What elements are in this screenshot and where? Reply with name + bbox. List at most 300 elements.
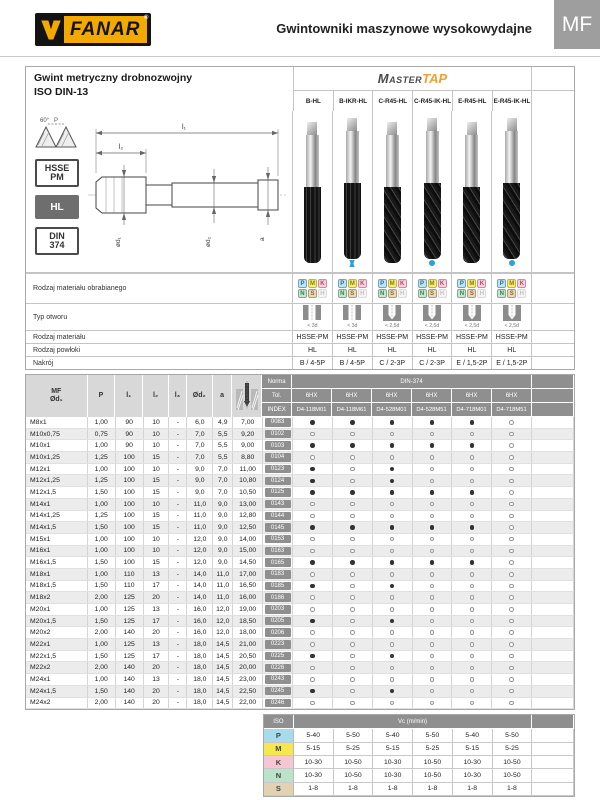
l3-cell: - — [169, 604, 187, 615]
d2-cell: 6,0 — [187, 417, 213, 428]
blind-hole-icon — [382, 305, 402, 329]
availability-cell — [413, 639, 453, 650]
availability-dot-open — [390, 701, 395, 706]
availability-dot-open — [350, 642, 355, 647]
tap-fluted-body — [304, 187, 321, 263]
availability-cell — [452, 698, 492, 709]
availability-cell — [293, 674, 333, 685]
availability-cell — [293, 417, 333, 428]
iso-chip-m: M — [429, 280, 435, 287]
availability-dot-open — [509, 490, 514, 495]
blank-cell — [532, 331, 574, 343]
hole-type-cell — [333, 304, 373, 330]
vc-iso-label-s: S — [264, 783, 294, 796]
drill-diameter-cell: 15,00 — [233, 546, 263, 557]
coating-value: HL — [293, 344, 333, 356]
drill-diameter-cell: 7,00 — [233, 417, 263, 428]
vc-value: 10-30 — [373, 769, 413, 782]
availability-cell — [452, 592, 492, 603]
availability-dot-filled — [470, 560, 475, 565]
availability-cell — [413, 546, 453, 557]
l3-cell: - — [169, 686, 187, 697]
iso-chip-p: P — [378, 279, 387, 288]
index-badge: 0083 — [265, 418, 291, 427]
availability-dot-open — [430, 479, 435, 484]
hole-depth-label: < 3d — [347, 323, 358, 329]
table-row — [26, 674, 574, 686]
pitch-cell: 1,00 — [88, 546, 116, 557]
tool-material-value: HSSE-PM — [373, 331, 413, 343]
table-row — [26, 522, 574, 534]
iso-chip-s: S — [467, 289, 476, 298]
availability-cell — [293, 604, 333, 615]
a-cell: 12,0 — [213, 604, 233, 615]
availability-cell — [373, 651, 413, 662]
table-row — [26, 616, 574, 628]
col-header-a: a — [213, 375, 233, 417]
availability-dot-open — [509, 701, 514, 706]
hole-type-cell — [413, 304, 453, 330]
availability-cell — [452, 686, 492, 697]
availability-cell — [492, 429, 532, 440]
blank-cell — [532, 743, 574, 756]
l3-cell: - — [169, 581, 187, 592]
index-badge: 0145 — [265, 523, 291, 532]
availability-cell — [333, 417, 373, 428]
d2-cell: 7,0 — [187, 429, 213, 440]
a-cell: 14,5 — [213, 651, 233, 662]
availability-dot-open — [350, 467, 355, 472]
blank-cell — [532, 616, 574, 627]
tap-image-c-r45-hl — [384, 122, 401, 263]
iso-chip-n: N — [497, 289, 506, 298]
tool-material-value: HSSE-PM — [413, 331, 453, 343]
availability-cell — [413, 604, 453, 615]
thread-size-cell: M24x1 — [26, 674, 88, 685]
pitch-cell: 1,00 — [88, 464, 116, 475]
col-header-l1: l₁ — [115, 375, 143, 417]
index-badge: 0185 — [265, 582, 291, 591]
pitch-cell: 2,00 — [88, 627, 116, 638]
availability-cell — [413, 534, 453, 545]
index-cell — [263, 511, 293, 522]
product-column-name: C-R45-IK-HL — [413, 91, 453, 111]
l2-cell: 13 — [144, 604, 170, 615]
availability-cell — [492, 674, 532, 685]
coolant-axial-icon — [509, 260, 515, 266]
thread-size-cell: M16x1 — [26, 546, 88, 557]
availability-dot-filled — [390, 443, 395, 448]
col-header-d2: Ød₂ — [187, 375, 213, 417]
vc-value: 5-15 — [373, 743, 413, 756]
l1-cell: 140 — [116, 698, 144, 709]
availability-cell — [293, 440, 333, 451]
availability-cell — [333, 511, 373, 522]
availability-cell — [293, 452, 333, 463]
availability-dot-open — [509, 677, 514, 682]
availability-dot-open — [390, 677, 395, 682]
availability-dot-open — [350, 514, 355, 519]
a-cell: 11,0 — [213, 569, 233, 580]
tap-shank — [306, 135, 319, 187]
drill-diameter-cell: 12,50 — [233, 522, 263, 533]
availability-dot-open — [350, 701, 355, 706]
thread-size-cell: M10x1,25 — [26, 452, 88, 463]
workpiece-chips-cell — [492, 274, 532, 303]
d2-dim-label: ød₂ — [205, 236, 212, 247]
availability-dot-open — [390, 607, 395, 612]
table-row — [26, 581, 574, 593]
availability-cell — [413, 522, 453, 533]
l1-cell: 90 — [116, 417, 144, 428]
blank-cell — [532, 487, 574, 498]
availability-dot-open — [310, 701, 315, 706]
availability-dot-filled — [470, 490, 475, 495]
availability-cell — [333, 452, 373, 463]
d2-cell: 14,0 — [187, 592, 213, 603]
availability-dot-filled — [310, 619, 315, 624]
table-row — [26, 417, 574, 429]
thread-size-cell: M12x1 — [26, 464, 88, 475]
thread-size-cell: M16x1,5 — [26, 557, 88, 568]
availability-dot-open — [509, 514, 514, 519]
table-row — [26, 475, 574, 487]
l2-cell: 15 — [144, 557, 170, 568]
pitch-cell: 1,50 — [88, 581, 116, 592]
fanar-wordmark — [64, 15, 150, 43]
drill-diameter-cell: 9,20 — [233, 429, 263, 440]
availability-cell — [373, 499, 413, 510]
availability-dot-open — [509, 479, 514, 484]
availability-dot-open — [430, 572, 435, 577]
vc-value: 10-50 — [334, 769, 374, 782]
l2-cell: 10 — [144, 499, 170, 510]
availability-dot-filled — [430, 420, 435, 425]
index-cell — [263, 487, 293, 498]
d2-cell: 11,0 — [187, 499, 213, 510]
blank-cell — [532, 546, 574, 557]
blank-cell — [532, 557, 574, 568]
iso-chip-m: M — [469, 280, 475, 287]
blank-cell — [532, 511, 574, 522]
index-cell — [263, 417, 293, 428]
availability-dot-open — [390, 572, 395, 577]
drill-diameter-cell: 20,50 — [233, 651, 263, 662]
iso-chip-s: S — [428, 289, 437, 298]
vc-iso-label-m: M — [264, 743, 294, 756]
blank-cell — [532, 698, 574, 709]
vc-value: 5-25 — [493, 743, 533, 756]
availability-cell — [452, 522, 492, 533]
blank-cell — [532, 534, 574, 545]
l3-cell: - — [169, 616, 187, 627]
availability-cell — [492, 440, 532, 451]
availability-dot-open — [390, 432, 395, 437]
availability-dot-open — [470, 502, 475, 507]
index-cell — [263, 475, 293, 486]
l3-cell: - — [169, 674, 187, 685]
availability-dot-open — [430, 666, 435, 671]
availability-dot-open — [390, 455, 395, 460]
chip-row — [418, 279, 447, 288]
availability-dot-open — [350, 479, 355, 484]
l1-cell: 125 — [116, 604, 144, 615]
blank-cell — [532, 417, 574, 428]
blank-cell — [532, 592, 574, 603]
availability-dot-filled — [390, 467, 395, 472]
availability-cell — [293, 686, 333, 697]
availability-cell — [333, 569, 373, 580]
blank-cell — [532, 769, 574, 782]
l1-cell: 125 — [116, 592, 144, 603]
l1-cell: 140 — [116, 686, 144, 697]
pitch-cell: 1,00 — [88, 417, 116, 428]
index-cell — [263, 581, 293, 592]
tolerance-value: 6HX — [332, 389, 372, 403]
availability-dot-open — [310, 677, 315, 682]
availability-cell — [333, 604, 373, 615]
index-cell — [263, 639, 293, 650]
availability-cell — [293, 546, 333, 557]
col-header-p: P — [88, 375, 116, 417]
chamfer-row — [26, 356, 574, 369]
availability-cell — [452, 604, 492, 615]
availability-dot-open — [350, 630, 355, 635]
vc-header-label: Vc (m/min) — [294, 715, 532, 729]
index-cell — [263, 452, 293, 463]
blind-hole-icon — [422, 305, 442, 329]
availability-cell — [452, 440, 492, 451]
availability-cell — [333, 440, 373, 451]
availability-cell — [293, 487, 333, 498]
thread-size-cell: M14x1,25 — [26, 511, 88, 522]
workpiece-chips-cell — [293, 274, 333, 303]
availability-dot-filled — [390, 560, 395, 565]
availability-cell — [373, 429, 413, 440]
tap-image-b-ikr-hl — [344, 118, 361, 267]
l1-cell: 90 — [116, 429, 144, 440]
vc-value: 10-30 — [453, 769, 493, 782]
hole-depth-label: < 2,5d — [384, 323, 400, 329]
drill-diameter-cell: 22,50 — [233, 686, 263, 697]
index-cell — [263, 557, 293, 568]
availability-dot-open — [310, 572, 315, 577]
availability-dot-filled — [310, 525, 315, 530]
a-cell: 14,5 — [213, 686, 233, 697]
iso-chip-n: N — [298, 289, 307, 298]
pitch-cell: 1,50 — [88, 686, 116, 697]
l1-cell: 125 — [116, 616, 144, 627]
din-standard-label: DIN-374 — [292, 375, 532, 389]
availability-cell — [373, 674, 413, 685]
vc-table-header — [264, 715, 574, 729]
thread-size-cell: M10x1 — [26, 440, 88, 451]
index-code: D4-718M51 — [492, 403, 532, 417]
index-badge: 0124 — [265, 477, 291, 486]
index-badge: 0144 — [265, 512, 291, 521]
through-hole-icon — [302, 305, 322, 329]
table-row — [26, 592, 574, 604]
availability-dot-open — [310, 595, 315, 600]
a-cell: 7,0 — [213, 487, 233, 498]
availability-dot-open — [470, 595, 475, 600]
availability-dot-filled — [430, 525, 435, 530]
tap-image-e-r45-ik-hl — [503, 118, 520, 266]
availability-dot-open — [350, 584, 355, 589]
d2-cell: 18,0 — [187, 639, 213, 650]
l1-cell: 100 — [116, 452, 144, 463]
blank-cell — [532, 674, 574, 685]
tap-shank — [426, 131, 439, 183]
d2-cell: 18,0 — [187, 662, 213, 673]
index-cell — [263, 522, 293, 533]
d2-cell: 12,0 — [187, 557, 213, 568]
iso-chip-k: K — [477, 279, 486, 288]
availability-cell — [293, 464, 333, 475]
page-title: Gwintowniki maszynowe wysokowydajne — [276, 21, 532, 36]
din-row — [292, 375, 574, 389]
availability-dot-open — [470, 607, 475, 612]
availability-cell — [293, 569, 333, 580]
table-row — [26, 499, 574, 511]
tolerance-value: 6HX — [372, 389, 412, 403]
l1-cell: 100 — [116, 499, 144, 510]
tol-label: Tol. — [262, 389, 292, 403]
chip-row — [338, 289, 367, 298]
chip-row — [378, 279, 407, 288]
availability-cell — [373, 557, 413, 568]
l3-cell: - — [169, 627, 187, 638]
thread-size-cell: M14x1,5 — [26, 522, 88, 533]
availability-dot-filled — [390, 420, 395, 425]
availability-dot-open — [470, 514, 475, 519]
a-cell: 9,0 — [213, 499, 233, 510]
index-cell — [263, 440, 293, 451]
thread-size-cell: M20x1 — [26, 604, 88, 615]
thread-size-cell: M12x1,5 — [26, 487, 88, 498]
availability-dot-open — [470, 479, 475, 484]
vc-value: 5-50 — [413, 729, 453, 742]
a-cell: 7,0 — [213, 464, 233, 475]
thread-size-cell: M10x0,75 — [26, 429, 88, 440]
l2-cell: 10 — [144, 440, 170, 451]
a-cell: 12,0 — [213, 627, 233, 638]
availability-dot-open — [509, 572, 514, 577]
mastertap-logo — [294, 67, 532, 90]
availability-dot-open — [390, 514, 395, 519]
tap-image-cell — [452, 111, 492, 273]
thread-size-cell: M14x1 — [26, 499, 88, 510]
workpiece-chips-cell — [413, 274, 453, 303]
blank-cell — [532, 475, 574, 486]
a-cell: 14,5 — [213, 662, 233, 673]
brand-text: FANAR — [70, 19, 141, 40]
iso-chip-k: K — [438, 279, 447, 288]
vc-value: 5-25 — [334, 743, 374, 756]
l3-cell: - — [169, 557, 187, 568]
thread-size-cell: M18x2 — [26, 592, 88, 603]
iso-chip-n: N — [338, 289, 347, 298]
availability-dot-open — [350, 689, 355, 694]
tap-square-end — [347, 118, 357, 131]
index-badge: 0143 — [265, 500, 291, 509]
hole-type-cell — [452, 304, 492, 330]
index-badge: 0225 — [265, 652, 291, 661]
iso-chip-s: S — [507, 289, 516, 298]
availability-cell — [413, 452, 453, 463]
tool-material-row — [26, 330, 574, 343]
availability-cell — [452, 534, 492, 545]
availability-cell — [373, 569, 413, 580]
hole-depth-label: < 2,5d — [504, 323, 520, 329]
table-row — [26, 546, 574, 558]
table-row — [26, 464, 574, 476]
fanar-logo — [35, 13, 151, 46]
technical-drawing-cell — [26, 111, 293, 272]
a-cell: 7,0 — [213, 475, 233, 486]
iso-chip-s: S — [388, 289, 397, 298]
d2-cell: 16,0 — [187, 616, 213, 627]
index-badge: 0163 — [265, 547, 291, 556]
tool-material-value: HSSE-PM — [452, 331, 492, 343]
l2-cell: 15 — [144, 522, 170, 533]
vc-row — [264, 743, 574, 756]
through-hole-icon — [342, 305, 362, 329]
availability-cell — [333, 674, 373, 685]
l1-cell: 90 — [116, 440, 144, 451]
availability-cell — [333, 546, 373, 557]
l2-cell: 10 — [144, 429, 170, 440]
index-cell — [263, 592, 293, 603]
availability-cell — [492, 499, 532, 510]
availability-cell — [452, 639, 492, 650]
l2-cell: 13 — [144, 674, 170, 685]
iso-chip-k: K — [318, 279, 327, 288]
l1-cell: 100 — [116, 487, 144, 498]
iso-chip-h: H — [358, 289, 367, 298]
index-badge: 0226 — [265, 664, 291, 673]
availability-dot-open — [509, 560, 514, 565]
hole-type-cell — [373, 304, 413, 330]
l1-cell: 100 — [116, 534, 144, 545]
thread-type-line1: Gwint metryczny drobnozwojny — [34, 72, 193, 84]
blank-cell — [532, 569, 574, 580]
chip-row — [338, 279, 367, 288]
availability-dot-filled — [310, 584, 315, 589]
availability-cell — [492, 417, 532, 428]
hole-depth-label: < 3d — [307, 323, 318, 329]
availability-dot-open — [430, 455, 435, 460]
availability-dot-filled — [390, 619, 395, 624]
l1-cell: 100 — [116, 464, 144, 475]
availability-dot-open — [390, 549, 395, 554]
pitch-cell: 1,50 — [88, 522, 116, 533]
coating-label: Rodzaj powłoki — [26, 344, 293, 356]
availability-cell — [333, 522, 373, 533]
iso-chip-m: M — [509, 280, 515, 287]
d2-cell: 9,0 — [187, 464, 213, 475]
hole-type-row — [26, 303, 574, 330]
index-cell — [263, 651, 293, 662]
blank-header-cell — [532, 67, 574, 90]
index-cell — [263, 534, 293, 545]
chip-row — [418, 289, 447, 298]
iso-chip-k: K — [517, 279, 526, 288]
availability-cell — [293, 475, 333, 486]
l1-cell: 140 — [116, 627, 144, 638]
availability-dot-open — [350, 666, 355, 671]
blank-gray-cell — [532, 375, 574, 389]
